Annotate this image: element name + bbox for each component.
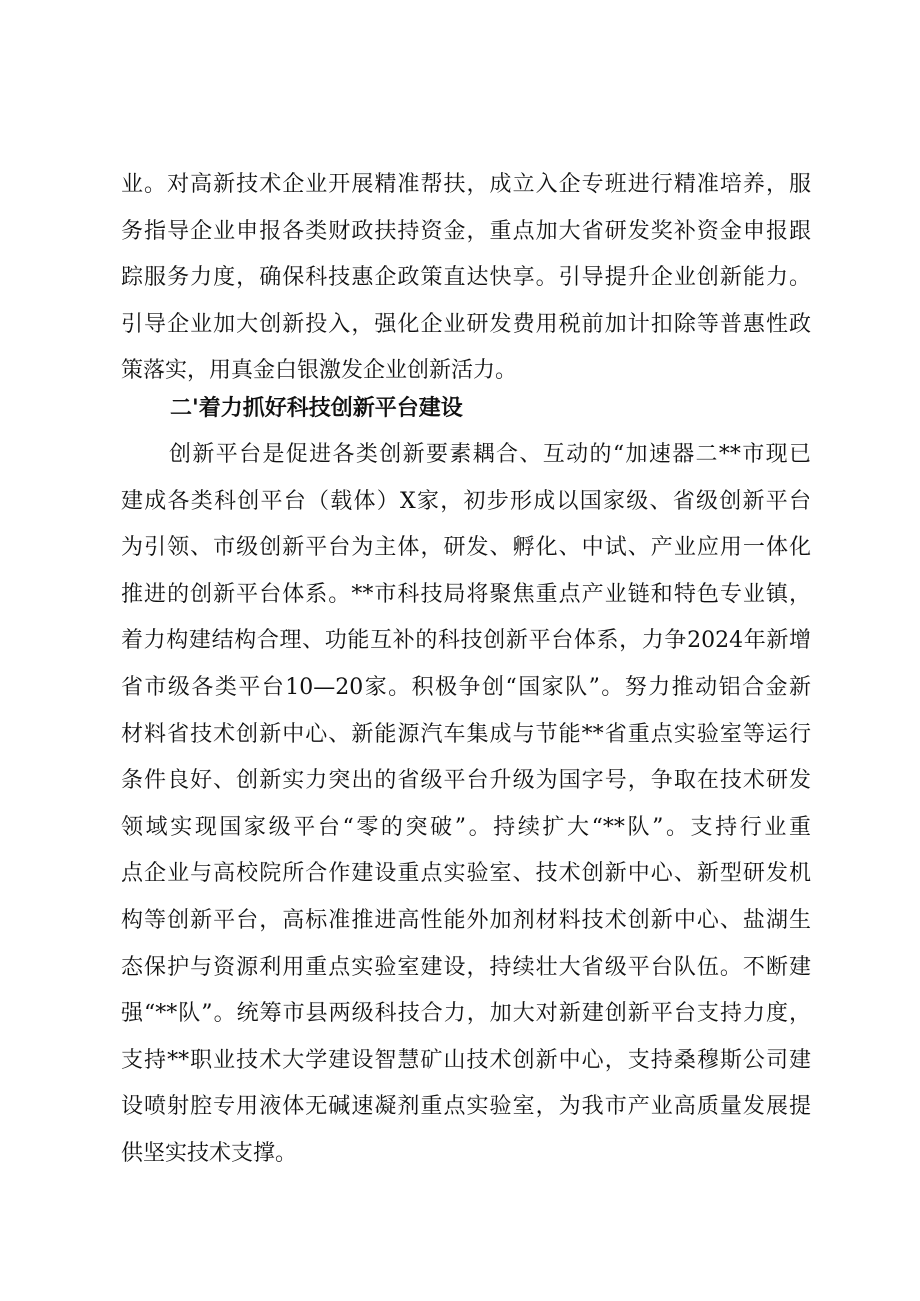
paragraph-line: 态保护与资源利用重点实验室建设，持续壮大省级平台队伍。不断建 bbox=[121, 954, 811, 980]
paragraph-line: 领域实现国家级平台“零的突破”。持续扩大“**队”。支持行业重 bbox=[121, 814, 811, 840]
paragraph-line: 着力构建结构合理、功能互补的科技创新平台体系，力争2024年新增 bbox=[121, 628, 811, 654]
paragraph-line: 创新平台是促进各类创新要素耦合、互动的“加速器二**市现已 bbox=[169, 442, 811, 467]
paragraph-innovation-platforms bbox=[121, 432, 811, 1178]
paragraph-line: 省市级各类平台10—20家。积极争创“国家队”。努力推动铝合金新 bbox=[121, 674, 811, 700]
paragraph-line: 设喷射腔专用液体无碱速凝剂重点实验室，为我市产业高质量发展提 bbox=[121, 1094, 811, 1120]
paragraph-enterprise-support bbox=[121, 162, 811, 395]
paragraph-line: 业。对高新技术企业开展精准帮扶，成立入企专班进行精准培养，服 bbox=[121, 172, 811, 197]
paragraph-line: 材料省技术创新中心、新能源汽车集成与节能**省重点实验室等运行 bbox=[121, 721, 811, 747]
paragraph-line: 强“**队”。统筹市县两级科技合力，加大对新建创新平台支持力度， bbox=[121, 1001, 811, 1027]
paragraph-line: 为引领、市级创新平台为主体，研发、孵化、中试、产业应用一体化 bbox=[121, 535, 811, 561]
paragraph-line: 策落实，用真金白银激发企业创新活力。 bbox=[121, 358, 518, 384]
paragraph-line: 点企业与高校院所合作建设重点实验室、技术创新中心、新型研发机 bbox=[121, 861, 811, 887]
paragraph-line: 建成各类科创平台（载体）X家，初步形成以国家级、省级创新平台 bbox=[121, 488, 811, 514]
paragraph-line: 引导企业加大创新投入，强化企业研发费用税前加计扣除等普惠性政 bbox=[121, 311, 811, 337]
paragraph-line: 构等创新平台，高标准推进高性能外加剂材料技术创新中心、盐湖生 bbox=[121, 907, 811, 933]
paragraph-line: 踪服务力度，确保科技惠企政策直达快享。引导提升企业创新能力。 bbox=[121, 265, 811, 291]
section-heading: 二'着力抓好科技创新平台建设 bbox=[170, 396, 463, 421]
paragraph-line: 支持**职业技术大学建设智慧矿山技术创新中心，支持桑穆斯公司建 bbox=[121, 1047, 811, 1073]
paragraph-line: 推进的创新平台体系。**市科技局将聚焦重点产业链和特色专业镇， bbox=[121, 581, 811, 607]
paragraph-line: 供坚实技术支撑。 bbox=[121, 1140, 298, 1166]
paragraph-line: 务指导企业申报各类财政扶持资金，重点加大省研发奖补资金申报跟 bbox=[121, 218, 811, 244]
paragraph-line: 条件良好、创新实力突出的省级平台升级为国字号，争取在技术研发 bbox=[121, 768, 811, 794]
